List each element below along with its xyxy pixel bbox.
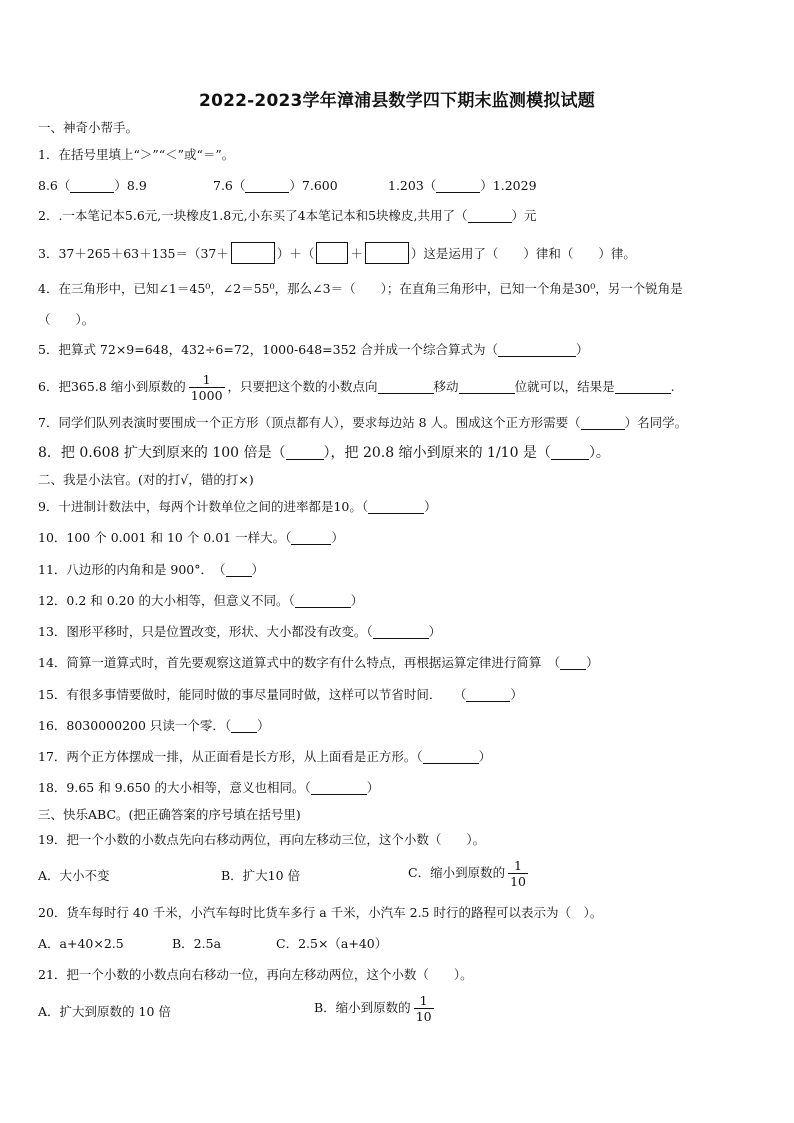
answer-blank[interactable] xyxy=(459,380,515,394)
answer-blank[interactable] xyxy=(373,625,429,639)
question-21-options xyxy=(38,993,758,1033)
judge-question-15: 15．有很多事情要做时，能同时做的事尽量同时做，这样可以节省时间． （ ） xyxy=(38,687,523,702)
option-a[interactable]: A．大小不变 xyxy=(38,868,110,883)
option-b[interactable]: B．2.5a xyxy=(172,936,222,951)
answer-blank[interactable] xyxy=(245,179,289,193)
answer-blank[interactable] xyxy=(468,209,512,223)
answer-blank[interactable] xyxy=(226,563,252,577)
question-3: 3．37＋265＋63＋135＝（37＋ ）＋（ ＋ ）这是运用了（ ）律和（ ）律。 xyxy=(38,242,636,264)
judge-question-16: 16．8030000200 只读一个零．（ ） xyxy=(38,718,270,733)
answer-blank[interactable] xyxy=(498,343,576,357)
question-4-line-1: 4．在三角形中，已知∠1＝45⁰，∠2＝55⁰，那么∠3＝（ ）；在直角三角形中，已知一个角是30⁰，另一个锐角是 xyxy=(38,281,683,296)
option-c[interactable]: C．2.5×（a+40） xyxy=(276,936,388,951)
question-7: 7．同学们队列表演时要围成一个正方形（顶点都有人），要求每边站 8 人。围成这个正方形需要（ ）名同学。 xyxy=(38,415,688,430)
judge-question-11: 11．八边形的内角和是 900°． （ ） xyxy=(38,562,265,577)
option-c[interactable]: C．缩小到原数的 $\frac{1}{10}$ xyxy=(408,858,526,889)
q1-item-3: 1.203（ ）1.2029 xyxy=(388,178,537,193)
question-19: 19．把一个小数的小数点先向右移动两位，再向左移动三位，这个小数（ ）。 xyxy=(38,832,486,847)
answer-box[interactable] xyxy=(231,242,275,264)
answer-blank[interactable] xyxy=(70,179,114,193)
judge-question-9: 9．十进制计数法中，每两个计数单位之间的进率都是10。（ ） xyxy=(38,499,437,514)
q1-item-2: 7.6（ ）7.600 xyxy=(213,178,338,193)
option-b[interactable]: B．缩小到原数的 $\frac{1}{10}$ xyxy=(314,993,432,1024)
option-a[interactable]: A．扩大到原数的 10 倍 xyxy=(38,1004,171,1019)
answer-blank[interactable] xyxy=(295,594,351,608)
answer-blank[interactable] xyxy=(436,179,480,193)
judge-question-13: 13．图形平移时，只是位置改变，形状、大小都没有改变。（ ） xyxy=(38,624,442,639)
answer-blank[interactable] xyxy=(581,416,625,430)
answer-blank[interactable] xyxy=(466,688,510,702)
question-5: 5．把算式 72×9=648，432÷6=72，1000-648=352 合并成一个综合算式为（ ） xyxy=(38,342,589,357)
judge-question-12: 12．0.2 和 0.20 的大小相等，但意义不同。（ ） xyxy=(38,593,364,608)
answer-blank[interactable] xyxy=(291,531,331,545)
question-21: 21．把一个小数的小数点向右移动一位，再向左移动两位，这个小数（ ）。 xyxy=(38,967,473,982)
answer-blank[interactable] xyxy=(231,719,257,733)
question-8: 8．把 0.608 扩大到原来的 100 倍是（ ），把 20.8 缩小到原来的 1/10 是（ ）。 xyxy=(38,445,610,461)
fraction: $\frac{1}{1000}$ xyxy=(190,372,223,403)
answer-box[interactable] xyxy=(316,242,348,264)
judge-question-18: 18．9.65 和 9.650 的大小相等，意义也相同。（ ） xyxy=(38,780,380,795)
answer-blank[interactable] xyxy=(311,781,367,795)
answer-box[interactable] xyxy=(365,242,409,264)
section-heading-3: 三、快乐ABC。(把正确答案的序号填在括号里) xyxy=(38,807,301,822)
judge-question-14: 14．简算一道算式时，首先要观察这道算式中的数字有什么特点，再根据运算定律进行简算 （ ） xyxy=(38,655,599,670)
fraction: $\frac{1}{10}$ xyxy=(415,993,432,1024)
judge-question-17: 17．两个正方体摆成一排，从正面看是长方形，从上面看是正方形。（ ） xyxy=(38,749,492,764)
question-20: 20．货车每时行 40 千米，小汽车每时比货车多行 a 千米，小汽车 2.5 时行的路程可以表示为（ ）。 xyxy=(38,905,603,920)
q1-item-1: 8.6（ ）8.9 xyxy=(38,178,147,193)
answer-blank[interactable] xyxy=(615,380,671,394)
section-heading-1: 一、神奇小帮手。 xyxy=(38,120,139,135)
answer-blank[interactable] xyxy=(286,446,324,460)
answer-blank[interactable] xyxy=(551,446,589,460)
question-19-options xyxy=(38,858,758,898)
option-a[interactable]: A．a+40×2.5 xyxy=(38,936,124,951)
fraction: $\frac{1}{10}$ xyxy=(510,858,526,889)
section-heading-2: 二、我是小法官。(对的打√，错的打×) xyxy=(38,472,254,487)
question-2: 2．.一本笔记本5.6元,一块橡皮1.8元,小东买了4本笔记本和5块橡皮,共用了（ ）元 xyxy=(38,208,537,223)
answer-blank[interactable] xyxy=(368,500,424,514)
answer-blank[interactable] xyxy=(423,750,479,764)
page-title: 2022-2023学年漳浦县数学四下期末监测模拟试题 xyxy=(199,91,595,111)
judge-question-10: 10．100 个 0.001 和 10 个 0.01 一样大。（ ） xyxy=(38,530,344,545)
option-b[interactable]: B．扩大10 倍 xyxy=(221,868,301,883)
question-1: 1．在括号里填上“＞”“＜”或“＝”。 xyxy=(38,147,235,162)
answer-blank[interactable] xyxy=(560,656,586,670)
question-6: 6．把365.8 缩小到原数的 $\frac{1}{1000}$ ，只要把这个数的小数点向 移动 位就可以，结果是 . xyxy=(38,372,675,403)
answer-blank[interactable] xyxy=(378,380,434,394)
question-4-line-2: （ ）。 xyxy=(38,312,95,327)
